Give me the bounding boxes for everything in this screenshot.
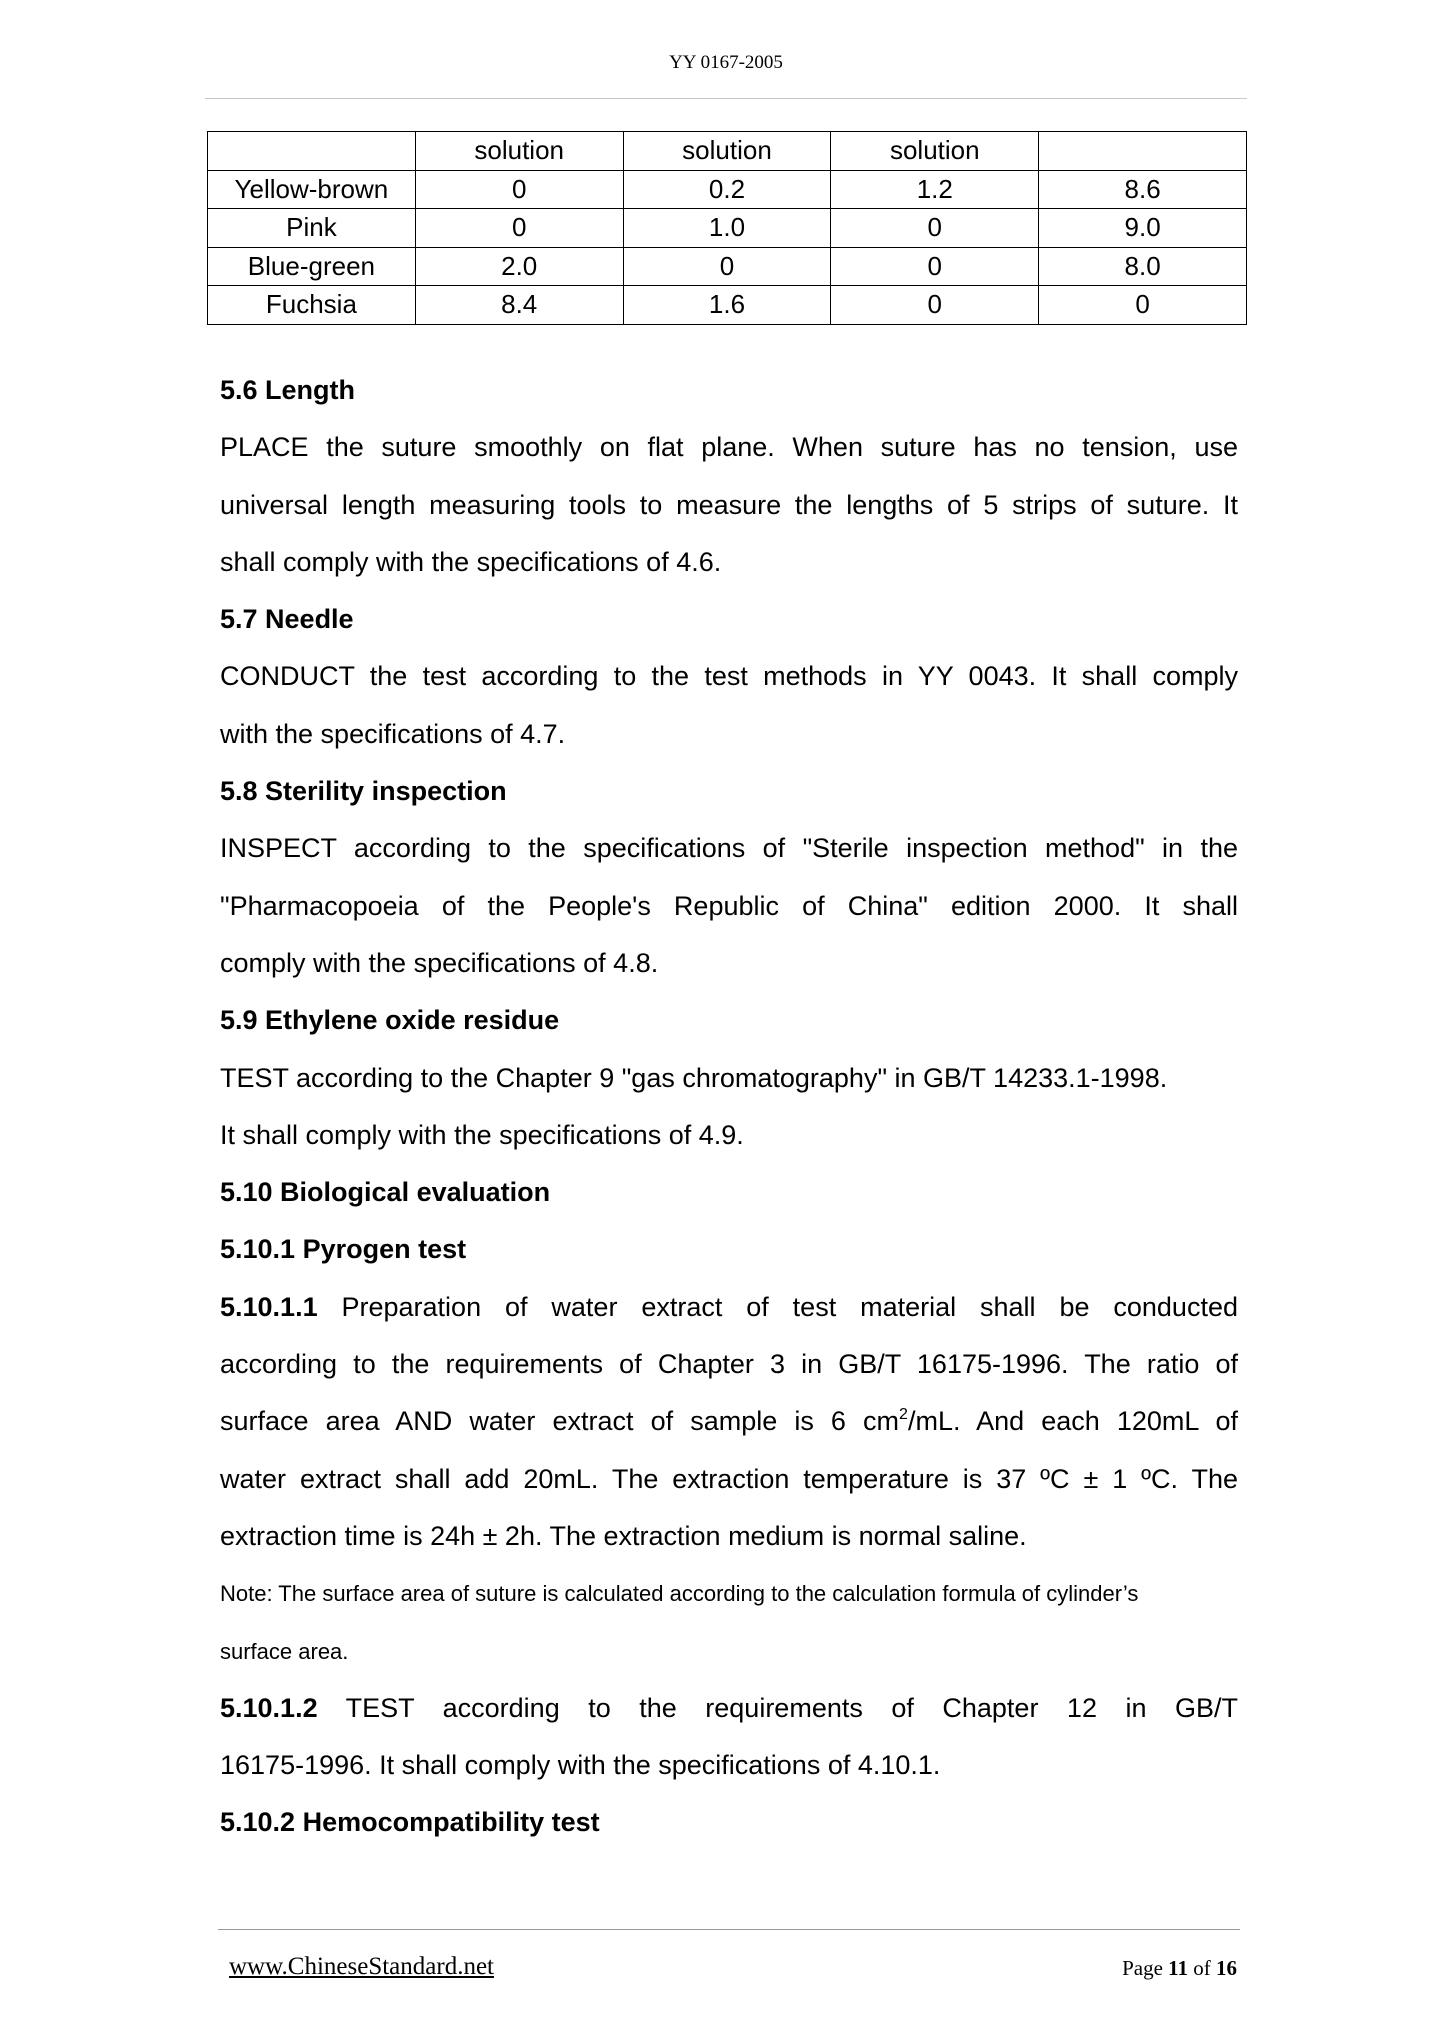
paragraph-line: CONDUCT the test according to the test methods in YY 0043. It shall comply xyxy=(220,661,1238,692)
table-cell xyxy=(1039,132,1247,171)
table-row xyxy=(208,209,1247,248)
paragraph-line: according to the requirements of Chapter 3 in GB/T 16175-1996. The ratio of xyxy=(220,1349,1238,1380)
paragraph-line: shall comply with the specifications of 4.6. xyxy=(220,546,722,577)
paragraph-line xyxy=(220,1680,1238,1737)
table-cell: 1.6 xyxy=(623,286,831,325)
table-cell: 8.0 xyxy=(1039,247,1247,286)
table-cell: 0 xyxy=(415,209,623,248)
colour-table xyxy=(207,131,1247,325)
table-row xyxy=(208,286,1247,325)
table-cell: Blue-green xyxy=(208,247,416,286)
paragraph-line: with the specifications of 4.7. xyxy=(220,718,566,749)
section-heading-5-6: 5.6 Length xyxy=(220,375,356,405)
clause-text: Preparation of water extract of test material shall be conducted xyxy=(341,1291,1238,1322)
section-heading-5-7: 5.7 Needle xyxy=(220,604,354,635)
header-rule xyxy=(205,98,1247,99)
paragraph-line: INSPECT according to the specifications of "Sterile inspection method" in the xyxy=(220,833,1238,864)
page-total: 16 xyxy=(1216,1956,1237,1980)
table-cell: 8.6 xyxy=(1039,170,1247,209)
clause-text: TEST according to the requirements of Chapter 12 in GB/T xyxy=(345,1692,1238,1723)
paragraph-line: water extract shall add 20mL. The extraction temperature is 37 ºC ± 1 ºC. The xyxy=(220,1463,1238,1494)
table-row xyxy=(208,247,1247,286)
section-heading-5-9: 5.9 Ethylene oxide residue xyxy=(220,1005,560,1036)
paragraph-line: PLACE the suture smoothly on flat plane. When suture has no tension, use xyxy=(220,432,1238,463)
paragraph-line: comply with the specifications of 4.8. xyxy=(220,947,659,978)
paragraph-line: "Pharmacopoeia of the People's Republic of China" edition 2000. It shall xyxy=(220,890,1238,921)
paragraph-line: universal length measuring tools to measure the lengths of 5 strips of suture. It xyxy=(220,489,1238,520)
body-text xyxy=(220,362,1238,1852)
clause-number: 5.10.1.2 xyxy=(220,1692,318,1723)
note-line: surface area. xyxy=(220,1638,349,1664)
clause-text: surface area AND water extract of sample is 6 cm xyxy=(220,1406,900,1437)
section-heading-5-8: 5.8 Sterility inspection xyxy=(220,776,507,807)
table-cell: Yellow-brown xyxy=(208,170,416,209)
table-cell: 0.2 xyxy=(623,170,831,209)
superscript: 2 xyxy=(899,1406,908,1424)
table-cell: solution xyxy=(831,132,1039,171)
footer-rule xyxy=(218,1929,1240,1930)
paragraph-line: TEST according to the Chapter 9 "gas chromatography" in GB/T 14233.1-1998. xyxy=(220,1062,1168,1093)
table-cell: 2.0 xyxy=(415,247,623,286)
clause-number: 5.10.1.1 xyxy=(220,1291,318,1322)
table-cell xyxy=(208,132,416,171)
table-cell: solution xyxy=(415,132,623,171)
table-cell: 0 xyxy=(1039,286,1247,325)
table-row xyxy=(208,132,1247,171)
of-label: of xyxy=(1193,1956,1211,1980)
table-cell: Fuchsia xyxy=(208,286,416,325)
page-header: YY 0167-2005 xyxy=(669,52,783,73)
paragraph-line: extraction time is 24h ± 2h. The extraction medium is normal saline. xyxy=(220,1520,1027,1551)
section-heading-5-10: 5.10 Biological evaluation xyxy=(220,1177,551,1208)
table-cell: 0 xyxy=(831,209,1039,248)
paragraph-line: 16175-1996. It shall comply with the specifications of 4.10.1. xyxy=(220,1750,941,1781)
page-number xyxy=(1122,1956,1237,1981)
table-cell: 0 xyxy=(623,247,831,286)
page-label: Page xyxy=(1122,1956,1163,1980)
table-cell: 9.0 xyxy=(1039,209,1247,248)
table-row xyxy=(208,170,1247,209)
website-link[interactable]: www.ChineseStandard.net xyxy=(229,1953,494,1980)
section-heading-5-10-1: 5.10.1 Pyrogen test xyxy=(220,1234,467,1265)
note-line: Note: The surface area of suture is calculated according to the calculation formula of cylinder’s xyxy=(220,1581,1139,1607)
table-cell: 1.2 xyxy=(831,170,1039,209)
table-cell: Pink xyxy=(208,209,416,248)
table-cell: 0 xyxy=(831,247,1039,286)
paragraph-line: It shall comply with the specifications of 4.9. xyxy=(220,1119,744,1150)
table-cell: 1.0 xyxy=(623,209,831,248)
section-heading-5-10-2: 5.10.2 Hemocompatibility test xyxy=(220,1807,600,1838)
table-cell: 8.4 xyxy=(415,286,623,325)
page-current: 11 xyxy=(1168,1956,1188,1980)
paragraph-line xyxy=(220,1393,1238,1450)
table-cell: 0 xyxy=(415,170,623,209)
clause-text: /mL. And each 120mL of xyxy=(907,1406,1239,1437)
table-cell: solution xyxy=(623,132,831,171)
table-cell: 0 xyxy=(831,286,1039,325)
paragraph-line xyxy=(220,1279,1238,1336)
